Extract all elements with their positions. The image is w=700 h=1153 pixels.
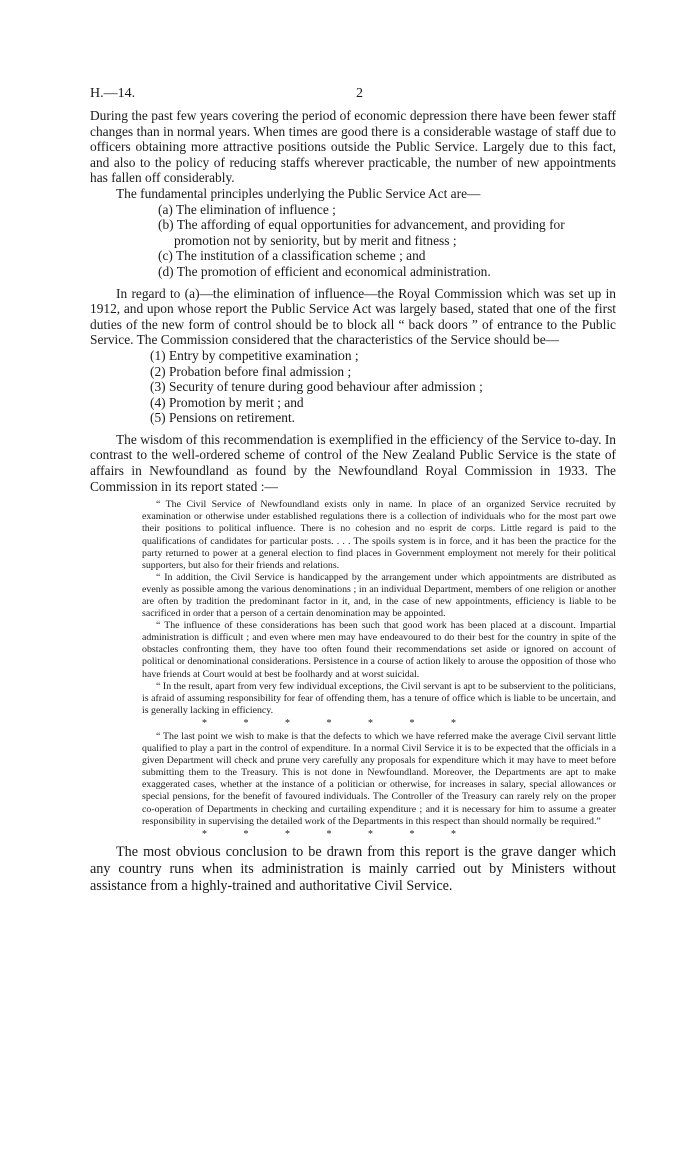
list-item: (d) The promotion of efficient and economical administration. [158, 263, 491, 279]
paragraph-conclusion: The most obvious conclusion to be drawn from this report is the grave danger which any country runs when its administration is mainly carried out by Ministers without assistance from a highly-trained and authoritative Civil Service. [90, 843, 616, 894]
characteristics-list [90, 348, 616, 426]
document-id: H.—14. [90, 86, 136, 101]
paragraph-principles-intro: The fundamental principles underlying the Public Service Act are— [116, 185, 481, 201]
paragraph-newfoundland: The wisdom of this recommendation is exemplified in the efficiency of the Service to-day. In contrast to the well-ordered scheme of control of the New Zealand Public Service is the state of affairs in Newfoundland as found by the Newfoundland Royal Commission in 1933. The Commission in its report stated :— [90, 431, 616, 494]
list-item: (2) Probation before final admission ; [150, 363, 352, 379]
list-item: (b) The affording of equal opportunities for advancement, and providing for promotion not by seniority, but by merit and fitness ; [158, 217, 565, 248]
paragraph-staff-changes: During the past few years covering the period of economic depression there have been fewer staff changes than in normal years. When times are good there is a considerable wastage of staff due to officers obtaining more attractive positions outside the Public Service. Largely due to this fact, and also to the policy of reducing staffs wherever practicable, the number of new appointments has fallen off considerably. [90, 108, 616, 186]
asterisk-separator: * * * * * * * [202, 717, 456, 729]
quote-paragraph: “ In the result, apart from very few individual exceptions, the Civil servant is apt to be subservient to the politicians, is afraid of assuming responsibility for fear of offending them, has a tenure of office which is liable to be uncertain, and is generally lacking in efficiency. [142, 680, 616, 716]
page-header [90, 86, 610, 106]
list-item: (4) Promotion by merit ; and [150, 394, 304, 410]
list-item: (c) The institution of a classification scheme ; and [158, 248, 426, 264]
list-item: (a) The elimination of influence ; [158, 201, 336, 217]
quote-paragraph: “ The Civil Service of Newfoundland exists only in name. In place of an organized Service recruited by examination or otherwise under established regulations there is a collection of individuals who for the most part owe their positions to political influence. There is no cohesion and no esprit de corps. Little regard is paid to the qualifications of candidates for particular posts. . . . The spoils system is in force, and it has been the practice for the party returned to power at a general election to find places in Government employment not merely for their political supporters, but also for their friends and relations. [142, 499, 616, 571]
commission-quote [142, 499, 616, 841]
page-number: 2 [356, 86, 363, 101]
list-item: (1) Entry by competitive examination ; [150, 347, 359, 363]
quote-paragraph: “ The influence of these considerations has been such that good work has been placed at a discount. Impartial administration is difficult ; and even where men may have endeavoured to do their best for the country in spite of the obstacles confronting them, they have too often found their recommendations set aside or ignored on account of political or denominational considerations. Persistence in a course of action likely to arouse the opposition of those who have friends at Court would at best be foolhardy and at worst suicidal. [142, 620, 616, 680]
asterisk-separator-end: * * * * * * * [202, 828, 456, 840]
quote-paragraph: “ The last point we wish to make is that the defects to which we have referred make the average Civil servant little qualified to play a part in the control of expenditure. In a normal Civil Service it is to be expected that the officials in a given Department will check and prune very carefully any proposals for expenditure which it may have to meet before submitting them to the Treasury. This is not done in Newfoundland. Moreover, the Departments are apt to make exaggerated cases, whether at the instance of a politician or otherwise, for increases in salary, special allowances or special pensions, for the benefit of favoured individuals. The Controller of the Treasury can rarely rely on the proper co-operation of Departments in checking and curtailing expenditure ; and it is necessary for him to assume a greater responsibility in supervising the detailed work of the Departments in this respect than should normally be required.” [142, 730, 616, 827]
paragraph-royal-commission: In regard to (a)—the elimination of influence—the Royal Commission which was set up in 1912, and upon whose report the Public Service Act was largely based, stated that one of the first duties of the new form of control should be to block all “ back doors ” of entrance to the Public Service. The Commission considered that the characteristics of the Service should be— [90, 285, 616, 348]
list-item: (5) Pensions on retirement. [150, 410, 296, 426]
quote-paragraph: “ In addition, the Civil Service is handicapped by the arrangement under which appointments are distributed as evenly as possible among the various denominations ; in an individual Department, members of one religion or another are often by tradition the predominant factor in it, and, in the case of new appointments, efficiency is liable to be sacrificed in order that a person of a certain denomination may be appointed. [142, 571, 616, 620]
document-body [90, 108, 616, 895]
principles-list [90, 202, 616, 280]
list-item: (3) Security of tenure during good behaviour after admission ; [150, 379, 483, 395]
conclusion-block [90, 844, 616, 895]
